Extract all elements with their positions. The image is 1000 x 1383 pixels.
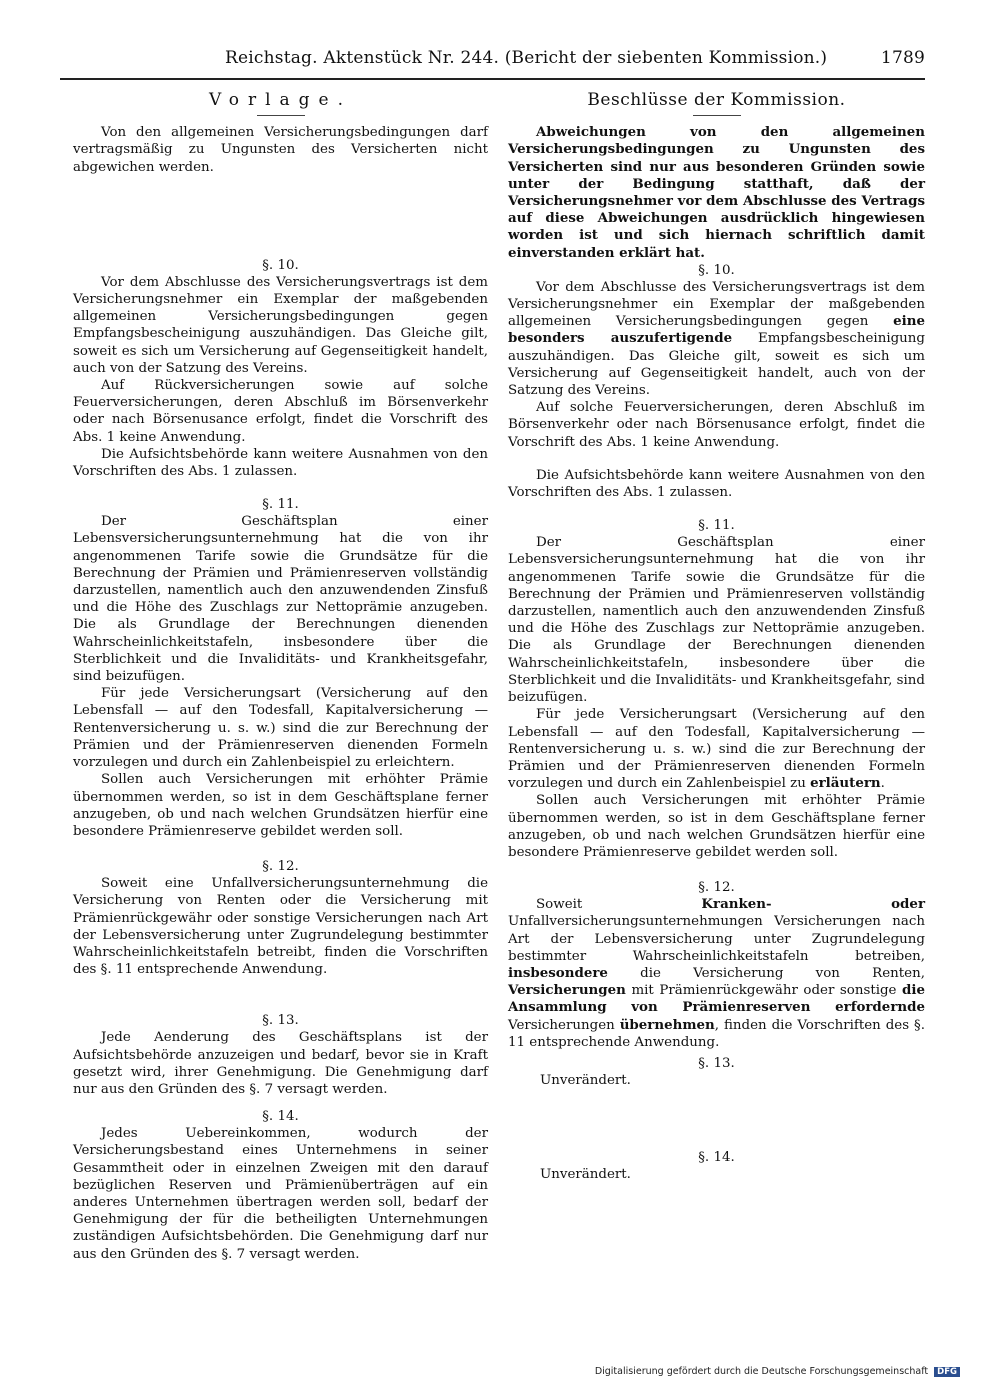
credit-text: Digitalisierung gefördert durch die Deutsche Forschungsgemeinschaft xyxy=(594,1366,929,1377)
right-s12-text-j: übernehmen xyxy=(619,1016,715,1033)
right-column xyxy=(508,92,925,1183)
right-heading-rule xyxy=(693,115,741,116)
left-section-13-title: §. 13. xyxy=(262,1013,299,1029)
right-s12-text-c: Unfallversicherungsunternehmungen Versicherungen nach Art der Lebensversicherung unter Zugrundelegung bestimmter Wahrscheinlichkeitstafeln betreiben, xyxy=(508,914,925,964)
right-s12-text-d: insbesondere xyxy=(508,964,608,981)
left-intro: Von den allgemeinen Versicherungsbedingungen darf vertragsmäßig zu Ungunsten des Versicherten nicht abgewichen werden. xyxy=(73,125,488,175)
left-s11-paragraph-2: Für jede Versicherungsart (Versicherung auf den Lebensfall — auf den Todesfall, Kapitalversicherung — Rentenversicherung u. s. w.) sind die zur Berechnung der Prämien und der Prämienreserven dienenden Formeln vorzulegen und durch ein Zahlenbeispiel zu erleichtern. xyxy=(73,686,488,771)
right-s11-text-a: Für jede Versicherungsart (Versicherung auf den Lebensfall — auf den Todesfall, Kapitalversicherung — Rentenversicherung u. s. w.) sind die zur Berechnung der Prämien und der Prämienreserven dienenden Formeln vorzulegen und durch ein Zahlenbeispiel zu xyxy=(508,707,925,792)
right-s11-text-b: erläutern xyxy=(810,775,881,792)
right-s11-paragraph-2 xyxy=(508,706,925,792)
left-section-11-title: §. 11. xyxy=(262,497,299,513)
left-section-12-title: §. 12. xyxy=(262,859,299,875)
right-s14-unchanged: Unverändert. xyxy=(540,1167,631,1183)
right-section-10-title: §. 10. xyxy=(698,262,735,278)
dfg-logo: DFG xyxy=(934,1367,960,1377)
right-s13-unchanged: Unverändert. xyxy=(540,1072,631,1088)
left-s11-paragraph-3: Sollen auch Versicherungen mit erhöhter Prämie übernommen werden, so ist in dem Geschäftsplane ferner anzugeben, ob und nach welchen Grundsätzen hierfür eine besondere Prämienreserve gebildet werden soll. xyxy=(73,772,488,839)
right-s12-text-f: Versicherungen xyxy=(508,982,626,999)
right-s12-text-i: Versicherungen xyxy=(508,1017,620,1033)
right-s10-paragraph-2: Auf solche Feuerversicherungen, deren Abschluß im Börsenverkehr oder nach Börsenusance erfolgt, findet die Vorschrift des Abs. 1 keine Anwendung. xyxy=(508,400,925,450)
left-section-10-title: §. 10. xyxy=(262,257,299,273)
right-s12-text-a: Soweit xyxy=(536,897,702,913)
page-header xyxy=(225,48,925,78)
left-s12-paragraph-1: Soweit eine Unfallversicherungsunternehmung die Versicherung von Renten oder die Versicherung mit Prämienrückgewähr oder sonstige Versicherungen nach Art der Lebensversicherung unter Zugrundelegung bestimmter Wahrscheinlichkeitstafeln betreibt, finden die Vorschriften des §. 11 entsprechende Anwendung. xyxy=(73,876,488,978)
digitization-credit xyxy=(595,1366,960,1377)
right-s10-text-a: Vor dem Abschlusse des Versicherungsvertrags ist dem Versicherungsnehmer ein Exemplar der maßgebenden allgemeinen Versicherungsbedingungen gegen xyxy=(508,279,925,330)
left-heading-rule xyxy=(257,115,305,116)
right-s12-text-k: , finden die Vorschriften des §. 11 entsprechende Anwendung. xyxy=(508,1017,925,1050)
right-s11-paragraph-1: Der Geschäftsplan einer Lebensversicherungsunternehmung hat die von ihr angenommenen Tarife sowie die Grundsätze für die Berechnung der Prämien und Prämienreserven vollständig darzustellen, namentlich auch den anzuwendenden Zinsfuß und die Höhe des Zuschlags zur Nettoprämie anzugeben. Die als Grundlage der Berechnungen dienenden Wahrscheinlichkeitstafeln, insbesondere über die Sterblichkeit und die Invaliditäts- und Krankheitsgefahr, sind beizufügen. xyxy=(508,535,925,706)
right-s12-text-b: Kranken- oder xyxy=(701,896,925,913)
right-section-14-title: §. 14. xyxy=(698,1150,735,1166)
left-s10-paragraph-2: Auf Rückversicherungen sowie auf solche Feuerversicherungen, deren Abschluß im Börsenverkehr oder nach Börsenusance erfolgt, findet die Vorschrift des Abs. 1 keine Anwendung. xyxy=(73,378,488,445)
right-s11-paragraph-3: Sollen auch Versicherungen mit erhöhter Prämie übernommen werden, so ist in dem Geschäftsplane ferner anzugeben, ob und nach welchen Grundsätzen hierfür eine besondere Prämienreserve gebildet werden soll. xyxy=(508,793,925,860)
right-s12-paragraph-1 xyxy=(508,896,925,1051)
left-s13-paragraph-1: Jede Aenderung des Geschäftsplans ist der Aufsichtsbehörde anzuzeigen und bedarf, bevor sie in Kraft gesetzt wird, ihrer Genehmigung. Die Genehmigung darf nur aus den Gründen des §. 7 versagt werden. xyxy=(73,1030,488,1097)
right-section-12-title: §. 12. xyxy=(698,880,735,896)
right-s12-text-h: die Ansammlung von Prämienreserven erfordernde xyxy=(508,982,925,1016)
page-number: 1789 xyxy=(880,48,925,68)
right-column-heading: Beschlüsse der Kommission. xyxy=(587,90,846,110)
right-s11-text-c: . xyxy=(880,776,885,792)
left-s11-paragraph-1: Der Geschäftsplan einer Lebensversicherungsunternehmung hat die von ihr angenommenen Tarife sowie die Grundsätze für die Berechnung der Prämien und Prämienreserven vollständig darzustellen, namentlich auch den anzuwendenden Zinsfuß und die Höhe des Zuschlags zur Nettoprämie anzugeben. Die als Grundlage der Berechnungen dienenden Wahrscheinlichkeitstafeln, insbesondere über die Sterblichkeit und die Invaliditäts- und Krankheitsgefahr, sind beizufügen. xyxy=(73,514,488,685)
left-s10-paragraph-1: Vor dem Abschlusse des Versicherungsvertrags ist dem Versicherungsnehmer ein Exemplar der maßgebenden allgemeinen Versicherungsbedingungen gegen Empfangsbescheinigung auszuhändigen. Das Gleiche gilt, soweit es sich um Versicherung auf Gegenseitigkeit handelt, auch von der Satzung des Vereins. xyxy=(73,274,488,376)
right-s10-text-b: eine besonders auszufertigende xyxy=(508,313,925,347)
right-section-13-title: §. 13. xyxy=(698,1055,735,1071)
right-s10-paragraph-1 xyxy=(508,279,925,399)
left-column xyxy=(73,92,488,1263)
left-column-heading: Vorlage. xyxy=(209,90,352,110)
left-section-14-title: §. 14. xyxy=(262,1109,299,1125)
left-s10-paragraph-3: Die Aufsichtsbehörde kann weitere Ausnahmen von den Vorschriften des Abs. 1 zulassen. xyxy=(73,446,488,480)
left-s14-paragraph-1: Jedes Uebereinkommen, wodurch der Versicherungsbestand eines Unternehmens in seiner Gesammtheit oder in einzelnen Zweigen mit den darauf bezüglichen Reserven und Prämienüberträgen auf ein anderes Unternehmen übertragen werden soll, bedarf der Genehmigung der für die betheiligten Unternehmungen zuständigen Aufsichtsbehörden. Die Genehmigung darf nur aus den Gründen des §. 7 versagt werden. xyxy=(73,1126,488,1262)
right-s12-text-e: die Versicherung von Renten, xyxy=(607,965,925,981)
header-rule xyxy=(60,78,925,80)
right-s10-text-c: Empfangsbescheinigung auszuhändigen. Das Gleiche gilt, soweit es sich um Versicherung auf Gegenseitigkeit handelt, auch von der Satzung des Vereins. xyxy=(508,331,925,399)
running-title: Reichstag. Aktenstück Nr. 244. (Bericht der siebenten Kommission.) xyxy=(225,48,828,68)
right-s10-paragraph-3: Die Aufsichtsbehörde kann weitere Ausnahmen von den Vorschriften des Abs. 1 zulassen. xyxy=(508,467,925,501)
right-s12-text-g: mit Prämienrückgewähr oder sonstige xyxy=(625,983,903,999)
right-intro: Abweichungen von den allgemeinen Versicherungsbedingungen zu Ungunsten des Versicherten sind nur aus besonderen Gründen sowie unter der Bedingung statthaft, daß der Versicherungsnehmer vor dem Abschlusse des Vertrags auf diese Abweichungen ausdrücklich hingewiesen worden ist und sich hiernach schriftlich damit einverstanden erklärt hat. xyxy=(508,124,925,261)
right-section-11-title: §. 11. xyxy=(698,518,735,534)
